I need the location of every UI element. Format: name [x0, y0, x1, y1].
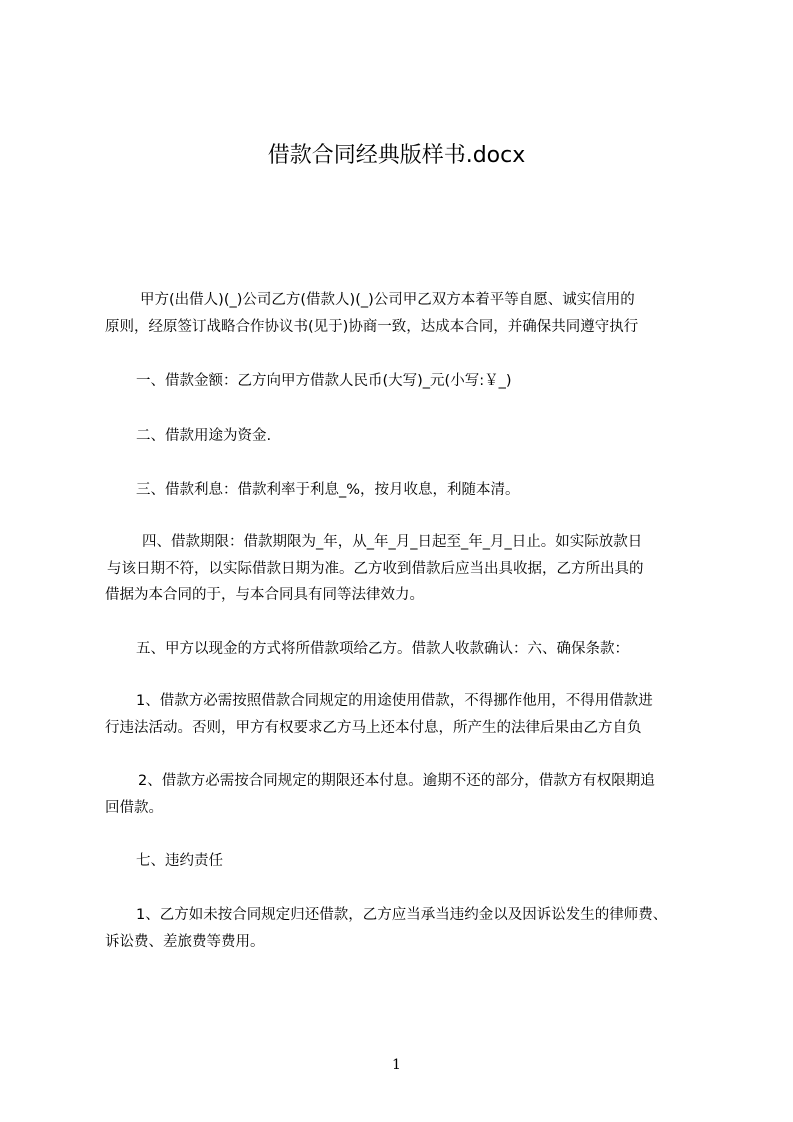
section-heading-breach: 七、违约责任 — [136, 853, 223, 869]
paragraph-loan-amount: 一、借款金额：乙方向甲方借款人民币(大写)_元(小写:￥_) — [136, 373, 512, 389]
paragraph-parties-line1: 甲方(出借人)(_)公司乙方(借款人)(_)公司甲乙双方本着平等自愿、诚实信用的 — [140, 292, 635, 308]
paragraph-loan-interest: 三、借款利息：借款利率于利息_%，按月收息，利随本清。 — [136, 482, 520, 498]
paragraph-payment-method: 五、甲方以现金的方式将所借款项给乙方。借款人收款确认：六、确保条款： — [136, 641, 629, 657]
page-number: 1 — [392, 1057, 401, 1073]
paragraph-guarantee-2-line1: 2、借款方必需按合同规定的期限还本付息。逾期不还的部分，借款方有权限期追 — [138, 773, 655, 789]
document-title: 借款合同经典版样书.docx — [267, 143, 526, 168]
paragraph-loan-purpose: 二、借款用途为资金. — [136, 428, 272, 444]
paragraph-guarantee-2-line2: 回借款。 — [105, 800, 163, 816]
paragraph-loan-term-line1: 四、借款期限：借款期限为_年，从_年_月_日起至_年_月_日止。如实际放款日 — [142, 534, 643, 550]
paragraph-breach-1-line2: 诉讼费、差旅费等费用。 — [105, 934, 265, 950]
paragraph-loan-term-line3: 借据为本合同的于，与本合同具有同等法律效力。 — [105, 587, 424, 603]
paragraph-loan-term-line2: 与该日期不符，以实际借款日期为准。乙方收到借款后应当出具收据，乙方所出具的 — [107, 561, 644, 577]
paragraph-parties-line2: 原则，经原签订战略合作协议书(见于)协商一致，达成本合同，并确保共同遵守执行 — [105, 319, 639, 335]
paragraph-guarantee-1-line1: 1、借款方必需按照借款合同规定的用途使用借款，不得挪作他用，不得用借款进 — [136, 693, 653, 709]
paragraph-guarantee-1-line2: 行违法活动。否则，甲方有权要求乙方马上还本付息，所产生的法律后果由乙方自负 — [105, 720, 642, 736]
paragraph-breach-1-line1: 1、乙方如未按合同规定归还借款，乙方应当承当违约金以及因诉讼发生的律师费、 — [136, 907, 668, 923]
